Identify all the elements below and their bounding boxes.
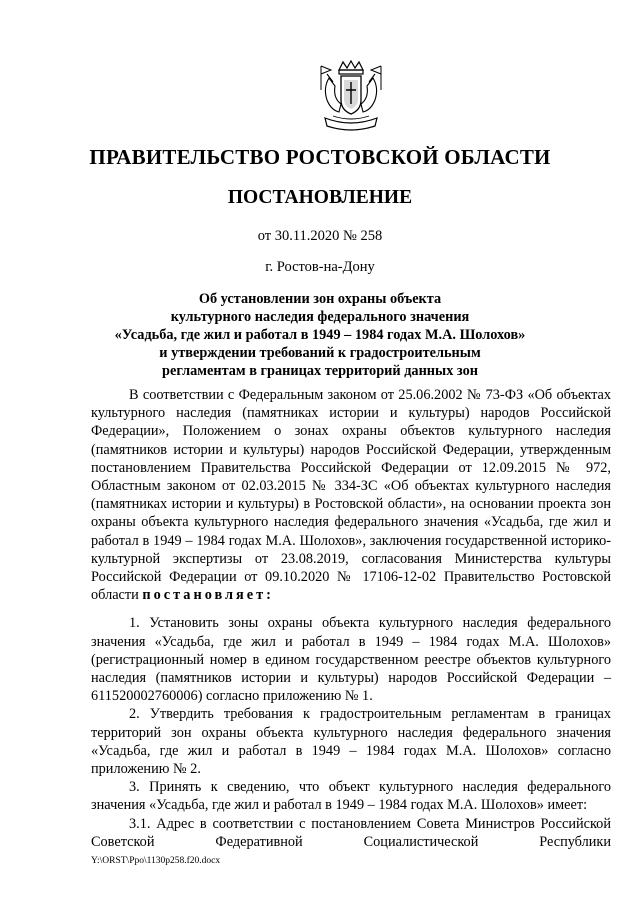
- item-paragraph: 3. Принять к сведению, что объект культурного наследия федерального значения «Усадьба, где жил и работал в 1949 – 1984 годах М.А. Шолохов» имеет:: [91, 779, 611, 814]
- document-body: [91, 386, 611, 851]
- file-path-footer: Y:\ORST\Ppo\1130p258.f20.docx: [91, 856, 221, 866]
- item-paragraph: 1. Установить зоны охраны объекта культурного наследия федерального значения «Усадьба, где жил и работал в 1949 – 1984 годах М.А. Шолохов» (регистрационный номер в едином государственном реестре объектов культурного наследия (памятников истории и культуры) народов Российской Федерации – 611520002760006) согласно приложению № 1.: [91, 615, 611, 705]
- subject-line: культурного наследия федерального значения: [170, 309, 470, 325]
- item-paragraph: 2. Утвердить требования к градостроительным регламентам в границах территорий зон охраны объекта культурного наследия федерального значения «Усадьба, где жил и работал в 1949 – 1984 годах М.А. Шолохов» согласно приложению № 2.: [91, 706, 611, 778]
- subject-line: регламентам в границах территорий данных зон: [162, 363, 478, 379]
- preamble-text: В соответствии с Федеральным законом от 25.06.2002 № 73-ФЗ «Об объектах культурного наследия (памятниках истории и культуры) народов Российской Федерации», Положением о зонах охраны объектов культурного наследия (памятников истории и культуры) народов Российской Федерации, утвержденным постановлением Правительства Российской Федерации от 12.09.2015 № 972, Областным законом от 02.03.2015 № 334-ЗС «Об объектах культурного наследия (памятниках истории и культуры) в Ростовской области», на основании проекта зон охраны объекта культурного наследия федерального значения «Усадьба, где жил и работал в 1949 – 1984 годах М.А. Шолохов», заключения государственной историко-культурной экспертизы от 23.08.2019, согласования Министерства культуры Российской Федерации от 09.10.2020 № 17106-12-02 Правительство Ростовской области: [91, 387, 611, 604]
- government-title: ПРАВИТЕЛЬСТВО РОСТОВСКОЙ ОБЛАСТИ: [89, 145, 551, 169]
- subject-line: Об установлении зон охраны объекта: [198, 291, 442, 307]
- preamble-paragraph: [91, 386, 611, 604]
- item-paragraph: 3.1. Адрес в соответствии с постановлением Совета Министров Российской Советской Федеративной Социалистической Республики: [91, 815, 611, 850]
- subject-line: «Усадьба, где жил и работал в 1949 – 1984 годах М.А. Шолохов»: [114, 327, 526, 343]
- decree-subject: [80, 290, 560, 380]
- decree-word: постановляет:: [142, 587, 274, 604]
- rostov-coat-of-arms-icon: [317, 60, 385, 136]
- date-and-number: от 30.11.2020 № 258: [257, 228, 383, 244]
- city-line: г. Ростов-на-Дону: [265, 259, 375, 275]
- document-type: ПОСТАНОВЛЕНИЕ: [227, 187, 413, 208]
- subject-line: и утверждении требований к градостроительным: [159, 345, 481, 361]
